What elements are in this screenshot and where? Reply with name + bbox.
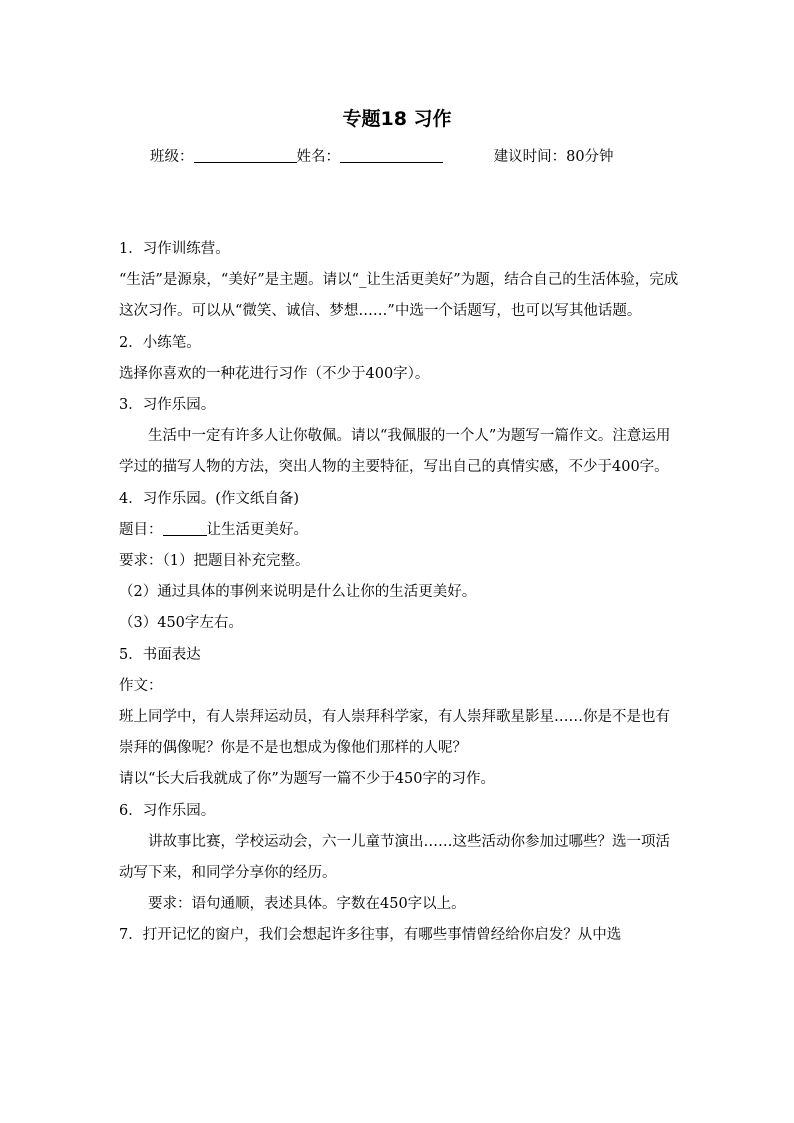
header-info (150, 145, 614, 166)
q4-req3: （3）450字左右。 (119, 615, 243, 632)
q5-text2: 请以“长大后我就成了你”为题写一篇不少于450字的习作。 (119, 771, 495, 788)
q2-text: 选择你喜欢的一种花进行习作（不少于400字）。 (119, 365, 430, 382)
name-blank (340, 148, 443, 163)
q5-sub: 作文： (119, 677, 163, 694)
q4-heading: 4．习作乐园。(作文纸自备) (119, 490, 300, 507)
name-label: 姓名： (296, 149, 340, 165)
q5-heading: 5．书面表达 (119, 646, 201, 663)
q4-topic-label: 题目： (119, 521, 163, 538)
q4-req2: （2）通过具体的事例来说明是什么让你的生活更美好。 (119, 584, 477, 601)
q5-text1: 班上同学中，有人崇拜运动员，有人崇拜科学家，有人崇拜歌星影星……你是不是也有崇拜的偶像呢？你是不是也想成为像他们那样的人呢？ (119, 709, 670, 757)
q1-heading: 1．习作训练营。 (119, 241, 230, 257)
q1-text: “生活”是源泉，“美好”是主题。请以“_让生活更美好”为题，结合自己的生活体验，完成这次习作。可以从“微笑、诚信、梦想……”中选一个话题写，也可以写其他话题。 (119, 272, 679, 320)
q4-topic-text: 让生活更美好。 (206, 521, 308, 538)
q4-topic (119, 515, 679, 546)
class-label: 班级： (150, 149, 194, 165)
q6-text: 讲故事比赛，学校运动会，六一儿童节演出……这些活动你参加过哪些？选一项活动写下来，和同学分享你的经历。 (119, 833, 670, 882)
q3-heading: 3．习作乐园。 (119, 397, 216, 414)
question-list (119, 234, 679, 952)
q7-heading: 7．打开记忆的窗户，我们会想起许多往事，有哪些事情曾经给你启发？从中选 (119, 927, 622, 944)
q6-req: 要求：语句通顺，表述具体。字数在450字以上。 (148, 896, 466, 913)
q6-heading: 6．习作乐园。 (119, 802, 216, 819)
page-title: 专题18 习作 (342, 108, 452, 130)
q3-text: 生活中一定有许多人让你敬佩。请以“我佩服的一个人”为题写一篇作文。注意运用学过的描写人物的方法，突出人物的主要特征，写出自己的真情实感，不少于400字。 (119, 428, 671, 476)
suggested-time: 建议时间：80分钟 (493, 149, 614, 165)
q2-heading: 2．小练笔。 (119, 334, 201, 351)
q4-topic-blank (163, 521, 207, 536)
q4-req1: 要求：（1）把题目补充完整。 (119, 553, 310, 570)
class-blank (194, 148, 297, 163)
